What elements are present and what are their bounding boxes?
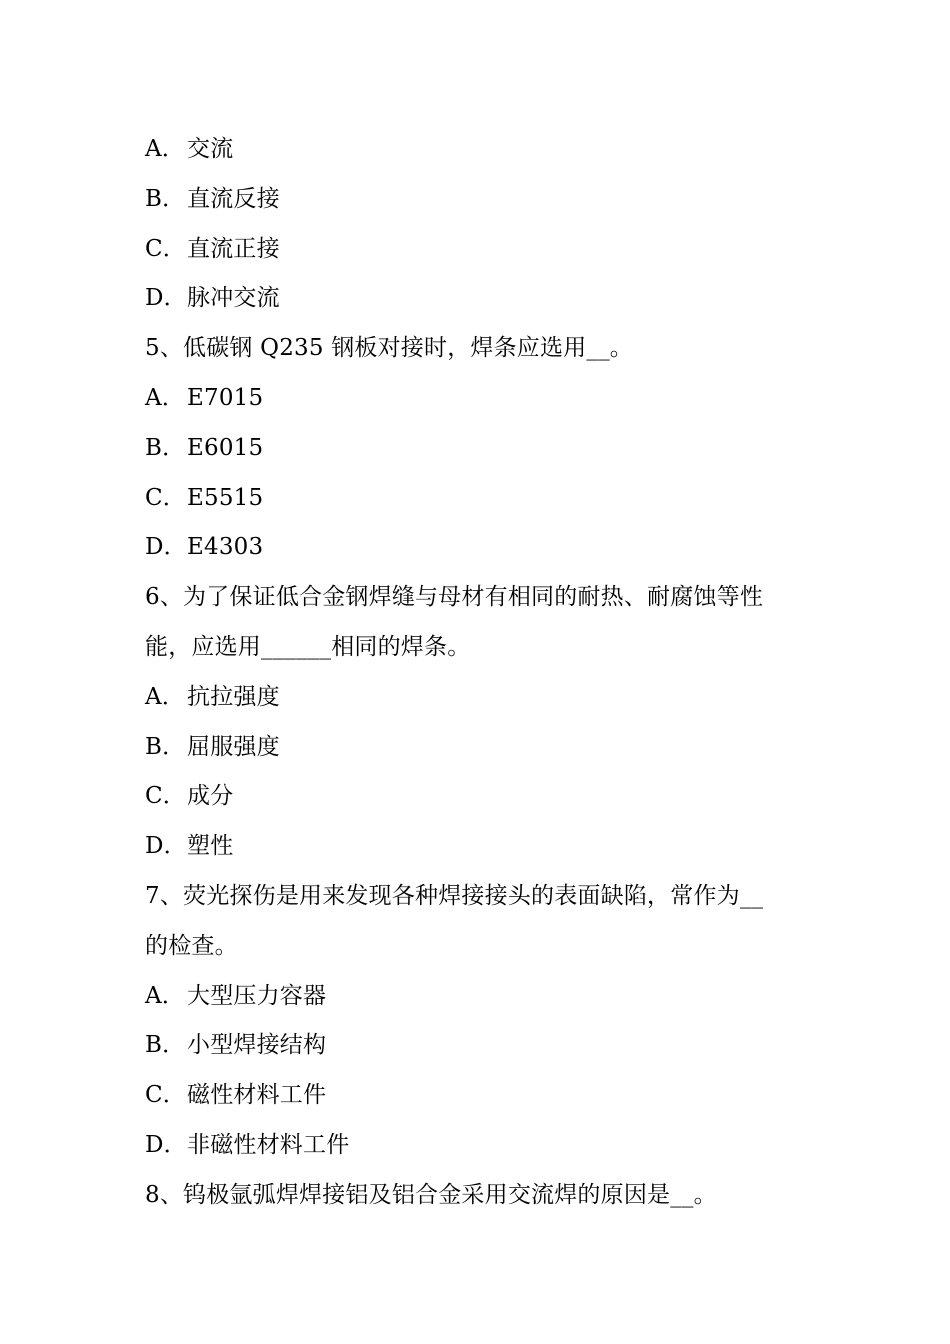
option-letter: B．: [145, 434, 186, 461]
option-letter: C．: [145, 235, 186, 262]
option-text: 小型焊接结构: [187, 1032, 327, 1059]
option-d: [145, 274, 815, 324]
option-text: E4303: [187, 534, 264, 561]
option-letter: A．: [145, 982, 186, 1009]
option-text: 塑性: [187, 833, 234, 860]
option-a: [145, 972, 815, 1022]
question-5: 5、低碳钢 Q235 钢板对接时，焊条应选用__。: [145, 335, 634, 362]
option-text: E5515: [187, 484, 264, 511]
option-letter: B．: [145, 185, 186, 212]
option-letter: D．: [145, 534, 187, 561]
option-d: [145, 523, 815, 573]
option-text: 非磁性材料工件: [187, 1131, 350, 1158]
option-text: 交流: [187, 136, 234, 162]
option-text: 磁性材料工件: [187, 1082, 327, 1109]
option-letter: D．: [145, 285, 187, 312]
option-c: [145, 474, 815, 524]
option-text: 屈服强度: [187, 733, 280, 760]
option-text: 直流反接: [187, 185, 280, 212]
option-c: [145, 225, 815, 275]
option-a: [145, 673, 815, 723]
option-letter: C．: [145, 783, 186, 810]
option-letter: D．: [145, 1131, 187, 1158]
question-7-line-1: 7、荧光探伤是用来发现各种焊接接头的表面缺陷，常作为__: [145, 882, 764, 909]
option-letter: A．: [145, 683, 186, 710]
question-7-line-2: 的检查。: [145, 932, 238, 959]
option-letter: D．: [145, 833, 187, 860]
option-text: E7015: [187, 384, 264, 411]
option-b: [145, 723, 815, 773]
option-letter: A．: [145, 136, 186, 162]
option-text: E6015: [187, 434, 264, 461]
option-a: [145, 125, 815, 175]
option-text: 大型压力容器: [187, 982, 327, 1009]
option-text: 抗拉强度: [187, 683, 280, 710]
option-b: [145, 1021, 815, 1071]
option-letter: C．: [145, 1082, 186, 1109]
question-8: 8、钨极氩弧焊焊接铝及铝合金采用交流焊的原因是__。: [145, 1181, 717, 1208]
option-text: 脉冲交流: [187, 285, 280, 312]
option-c: [145, 1071, 815, 1121]
option-letter: C．: [145, 484, 186, 511]
option-a: [145, 374, 815, 424]
option-b: [145, 175, 815, 225]
option-c: [145, 772, 815, 822]
question-6-line-2: 能，应选用______相同的焊条。: [145, 633, 471, 660]
option-letter: B．: [145, 1032, 186, 1059]
option-text: 成分: [187, 783, 234, 810]
option-text: 直流正接: [187, 235, 280, 262]
option-letter: B．: [145, 733, 186, 760]
option-letter: A．: [145, 384, 186, 411]
option-d: [145, 822, 815, 872]
option-d: [145, 1121, 815, 1171]
option-b: [145, 424, 815, 474]
question-6-line-1: 6、为了保证低合金钢焊缝与母材有相同的耐热、耐腐蚀等性: [145, 584, 764, 611]
document-page: [145, 125, 815, 1221]
